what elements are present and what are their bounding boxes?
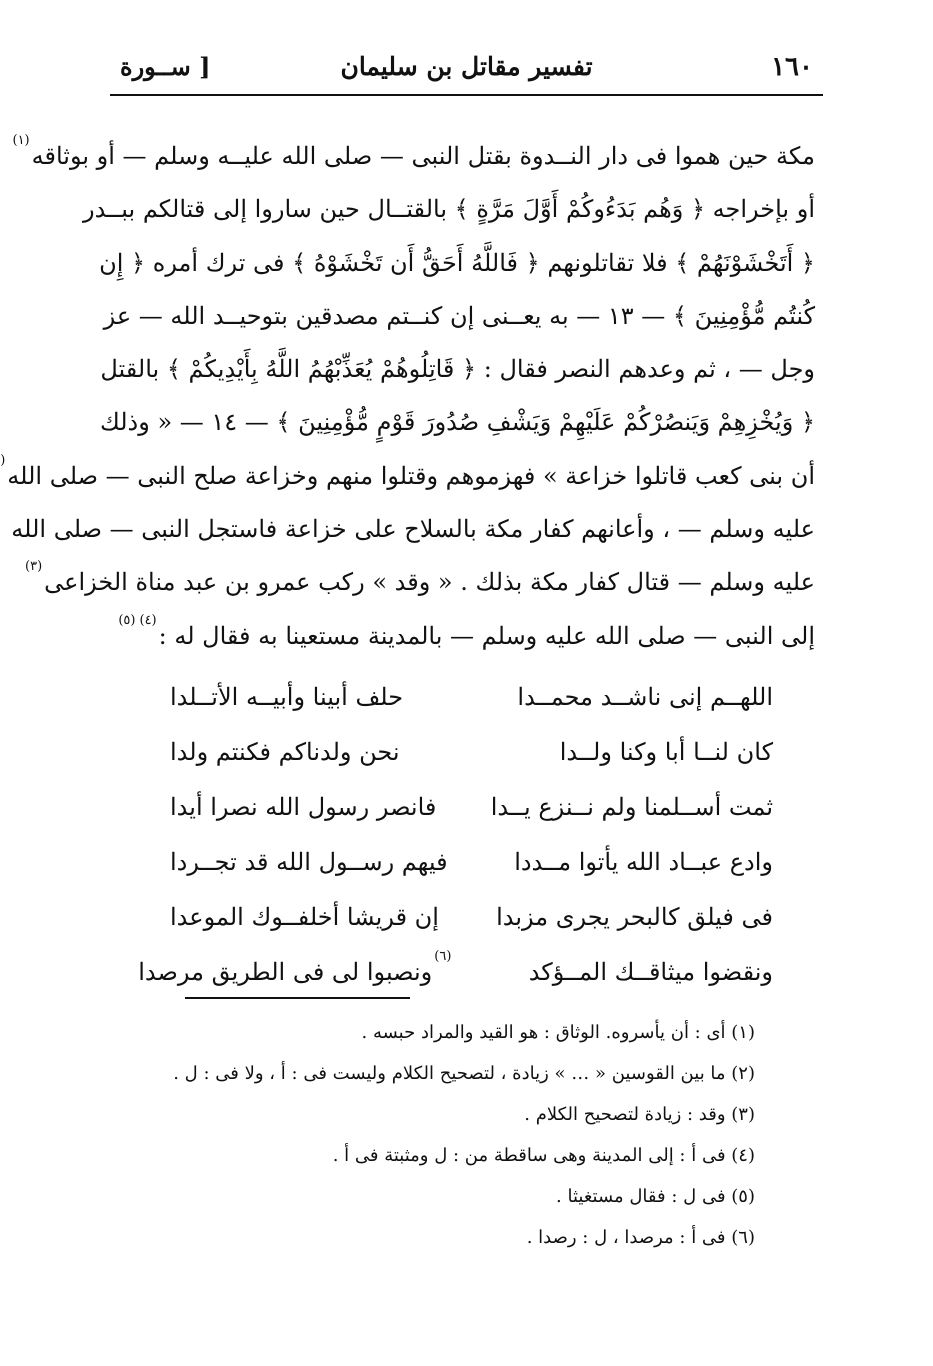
poem-verse [170, 890, 773, 945]
footnote-marker-1: (١) [12, 133, 30, 148]
page-header [110, 52, 823, 100]
verse-first-hemistich: كان لنــا أبا وكنا ولــدا [559, 738, 773, 766]
running-title: تفسير مقاتل بن سليمان [340, 52, 593, 81]
verse-second-hemistich: $^{(٦)}$ونصبوا لى فى الطريق مرصدا [138, 949, 452, 986]
footnote: (٤) فى أ : إلى المدينة وهى ساقطة من : ل ومثبتة فى أ . [332, 1145, 755, 1166]
footnote-marker-6: (٦) [434, 949, 452, 964]
poem-verse [138, 945, 773, 1000]
verse-second-hemistich: حلف أبينا وأبيــه الأتــلدا [170, 683, 404, 711]
footnote: (٦) فى أ : مرصدا ، ل : رصدا . [526, 1227, 755, 1248]
poem [138, 670, 773, 1000]
verse-first-hemistich: ونقضوا ميثاقــك المــؤكد [528, 958, 773, 986]
text-line: أو بإخراجه ﴿ وَهُم بَدَءُوكُمْ أَوَّلَ مَرَّةٍ ﴾ بالقتــال حين ساروا إلى قتالكم ببــدر [83, 195, 815, 224]
text-line: مكة حين هموا فى دار النــدوة بقتل النبى — صلى الله عليــه وسلم — أو بوثاقه$^{(١)}$ [12, 133, 815, 170]
text-line: كُنتُم مُّؤْمِنِينَ ﴾ — ١٣ — به يعــنى إن كنــتم مصدقين بتوحيــد الله — عز [103, 301, 815, 330]
verse-second-hemistich: إن قريشا أخلفــوك الموعدا [170, 903, 439, 931]
text-line: ﴿ وَيُخْزِهِمْ وَيَنصُرْكُمْ عَلَيْهِمْ وَيَشْفِ صُدُورَ قَوْمٍ مُّؤْمِنِينَ ﴾ — ١٤ — « وذلك [100, 408, 815, 437]
footnote: (٥) فى ل : فقال مستغيثا . [556, 1186, 755, 1207]
verse-first-hemistich: ثمت أســلمنا ولم نــنزع يــدا [490, 793, 773, 821]
text-line: إلى النبى — صلى الله عليه وسلم — بالمدينة مستعينا به فقال له :$^{(٤)(٥)}$ [118, 612, 815, 650]
text-line: عليه وسلم — قتال كفار مكة بذلك . « وقد » ركب عمرو بن عبد مناة الخزاعى$^{(٣)}$ [25, 559, 815, 597]
poem-verse [170, 670, 773, 725]
commentary-text [0, 130, 815, 663]
text-line: عليه وسلم — ، وأعانهم كفار مكة بالسلاح على خزاعة فاستجل النبى — صلى الله [11, 515, 815, 544]
footnote: (٢) ما بين القوسين « … » زيادة ، لتصحيح الكلام وليست فى : أ ، ولا فى : ل . [173, 1063, 755, 1084]
poem-verse [170, 780, 773, 835]
text-line: وجل — ، ثم وعدهم النصر فقال : ﴿ قَاتِلُوهُمْ يُعَذِّبْهُمُ اللَّهُ بِأَيْدِيكُمْ ﴾ بالقتل [100, 355, 815, 384]
verse-second-hemistich: فانصر رسول الله نصرا أيدا [170, 793, 437, 821]
text-line: ﴿ أَتَخْشَوْنَهُمْ ﴾ فلا تقاتلونهم ﴿ فَاللَّهُ أَحَقُّ أَن تَخْشَوْهُ ﴾ فى ترك أمره ﴿ إِن [99, 248, 815, 277]
verse-first-hemistich: وادع عبــاد الله يأتوا مــددا [514, 848, 773, 876]
poem-verse [170, 835, 773, 890]
footnote: (١) أى : أن يأسروه. الوثاق : هو القيد والمراد حبسه . [361, 1022, 755, 1043]
footnote: (٣) وقد : زيادة لتصحيح الكلام . [524, 1104, 755, 1125]
footnote-marker-3: (٣) [25, 559, 43, 575]
verse-first-hemistich: اللهــم إنى ناشــد محمــدا [517, 683, 773, 711]
footnote-marker-4: (٤) [139, 612, 157, 628]
verse-second-hemistich: نحن ولدناكم فكنتم ولدا [170, 738, 400, 766]
sura-label: [ ســورة [120, 52, 211, 81]
footnote-rule [185, 997, 410, 999]
header-rule [110, 94, 823, 96]
text-line: أن بنى كعب قاتلوا خزاعة » فهزموهم وقتلوا منهم وخزاعة صلح النبى — صلى الله( [118, 450, 815, 503]
page-number: ١٦٠ [771, 52, 813, 82]
verse-first-hemistich: فى فيلق كالبحر يجرى مزبدا [496, 903, 773, 931]
verse-second-hemistich: فيهم رســول الله قد تجــردا [170, 848, 448, 876]
poem-verse [170, 725, 773, 780]
footnote-marker-2: ( [0, 452, 6, 468]
footnote-marker-5: (٥) [118, 612, 136, 628]
footnotes [140, 1012, 755, 1258]
